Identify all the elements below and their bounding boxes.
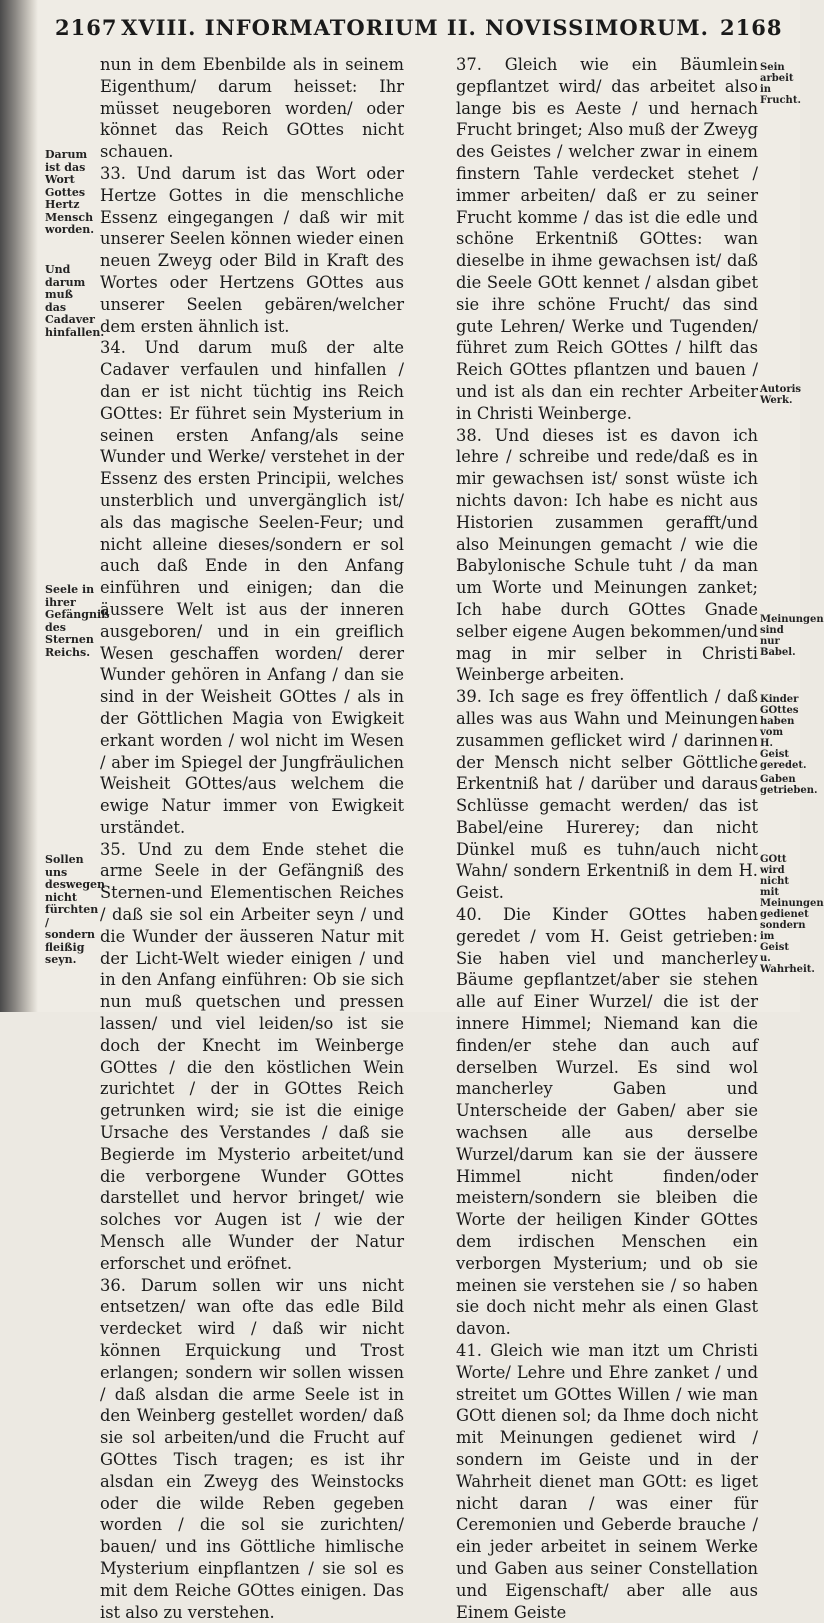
- margin-note: Gaben getrieben.: [760, 774, 818, 796]
- running-title: XVIII. INFORMATORIUM II. NOVISSIMORUM.: [121, 15, 709, 40]
- paragraph: 33. Und darum ist das Wort oder Hertze Gottes in die menschliche Essenz eingegangen / daß wir mit unserer Seelen können wieder einen neuen Zweyg oder Bild in Kraft des Wortes oder Hertzens GOttes aus unserer Seelen gebären/welcher dem ersten ähnlich ist.: [100, 163, 404, 336]
- page-number-right: 2168: [720, 15, 783, 40]
- margin-note: GOtt wird nicht mit Meinungen gedienet sondern im Geist u. Wahrheit.: [760, 854, 824, 975]
- margin-note: Meinungen sind nur Babel.: [760, 614, 824, 658]
- right-text-column: [456, 54, 758, 1622]
- paragraph: 41. Gleich wie man itzt um Christi Worte/ Lehre und Ehre zanket / und streitet um GOttes Willen / wie man GOtt dienen sol; da Ihme doch nicht mit Meinungen gedienet wird / sondern im Geiste und in der Wahrheit dienet man GOtt: es liget nicht daran / was einer für Ceremonien und Geberde brauche / ein jeder arbeitet in seinem Werke und Gaben aus seiner Constellation und Eigenschaft/ aber alle aus Einem Geiste: [456, 1341, 758, 1622]
- paragraph: nun in dem Ebenbilde als in seinem Eigenthum/ darum heisset: Ihr müsset neugeboren worden/ oder könnet das Reich GOttes nicht schauen.: [100, 55, 404, 162]
- left-text-column: [100, 54, 404, 1622]
- page-number-left: 2167: [55, 15, 118, 40]
- paragraph: 40. Die Kinder GOttes haben geredet / vom H. Geist getrieben: Sie haben viel und mancherley Bäume gepflantzet/aber sie stehen alle auf Einer Wurzel/ die ist der innere Himmel; Niemand kan die finden/er stehe dan auch auf derselben Wurzel. Es sind wol mancherley Gaben und Unterscheide der Gaben/ aber sie wachsen alle aus derselbe Wurzel/darum kan sie der äussere Himmel nicht finden/oder meistern/sondern sie bleiben die Worte der heiligen Kinder GOttes dem irdischen Menschen ein verborgen Mysterium; und ob sie meinen sie verstehen sie / so haben sie doch nicht mehr als einen Glast davon.: [456, 905, 758, 1339]
- margin-note: Autoris Werk.: [760, 384, 802, 406]
- paragraph: 36. Darum sollen wir uns nicht entsetzen/ wan ofte das edle Bild verdecket wird / daß wir nicht können Erquickung und Trost erlangen; sondern wir sollen wissen / daß alsdan die arme Seele ist in den Weinberg gestellet worden/ daß sie sol arbeiten/und die Frucht auf GOttes Tisch tragen; es ist ihr alsdan ein Zweyg des Weinstocks oder die wilde Reben gegeben worden / die sol sie zurichten/ bauen/ und ins Göttliche himlische Mysterium einpflantzen / sie sol es mit dem Reiche GOttes einigen. Das ist also zu verstehen.: [100, 1275, 404, 1622]
- paragraph: 37. Gleich wie ein Bäumlein gepflantzet wird/ das arbeitet also lange bis es Aeste / und hernach Frucht bringet; Also muß der Zweyg des Geistes / welcher zwar in einem finstern Tahle verdecket stehet / immer arbeiten/ daß er zu seiner Frucht komme / das ist die edle und schöne Erkentniß GOttes: wan dieselbe in ihme gewachsen ist/ daß die Seele GOtt kennet / alsdan gibet sie ihre schöne Frucht/ das sind gute Lehren/ Werke und Tugenden/ führet zum Reich GOttes / hilft das Reich GOttes pflantzen und bauen / und ist als dan ein rechter Arbeiter in Christi Weinberge.: [456, 55, 758, 423]
- paragraph: 38. Und dieses ist es davon ich lehre / schreibe und rede/daß es in mir gewachsen ist/ sonst wüste ich nichts davon: Ich habe es nicht aus Historien zusammen gerafft/und also Meinungen gemacht / wie die Babylonische Schule tuht / da man um Worte und Meinungen zanket; Ich habe durch GOttes Gnade selber eigene Augen bekommen/und mag in mir selber in Christi Weinberge arbeiten.: [456, 425, 758, 685]
- paragraph: 39. Ich sage es frey öffentlich / daß alles was aus Wahn und Meinungen zusammen geflicket wird / darinnen der Mensch nicht selber Göttliche Erkentniß hat / darüber und daraus Schlüsse gemacht werden/ das ist Babel/eine Hurerey; dan nicht Dünkel muß es tuhn/auch nicht Wahn/ sondern Erkentniß in dem H. Geist.: [456, 687, 758, 903]
- paragraph: 34. Und darum muß der alte Cadaver verfaulen und hinfallen / dan er ist nicht tüchtig ins Reich GOttes: Er führet sein Mysterium in seinen ersten Anfang/als seine Wunder und Werke/ verstehet in der Essenz des ersten Principii, welches unsterblich und unvergänglich ist/ als das magische Seelen-Feur; und nicht alleine dieses/sondern er sol auch daß Ende in den Anfang einführen und einigen; dan die äussere Welt ist aus der inneren ausgeboren/ und in ein greiflich Wesen geschaffen worden/ derer Wunder gehören in Anfang / dan sie sind in der Weisheit GOttes / als in der Göttlichen Magia von Ewigkeit erkant worden / wol nicht im Wesen / aber im Spiegel der Jungfräulichen Weisheit GOttes/aus welchem die ewige Natur immer von Ewigkeit urständet.: [100, 338, 404, 837]
- margin-note: Darum ist das Wort Gottes Hertz Mensch worden.: [45, 148, 95, 236]
- margin-note: Sollen uns deswegen nicht fürchten / sondern fleißig seyn.: [45, 853, 106, 966]
- margin-note: Seele in ihrer Gefängniß des Sternen Reichs.: [45, 583, 110, 659]
- paragraph: 35. Und zu dem Ende stehet die arme Seele in der Gefängniß des Sternen-und Elementischen Reiches / daß sie sol ein Arbeiter seyn / und die Wunder der äusseren Natur mit der Licht-Welt wieder einigen / und in den Anfang einführen: Ob sie sich nun muß quetschen und pressen lassen/ und viel leiden/so ist sie doch der Knecht im Weinberge GOttes / die den köstlichen Wein zurichtet / der in GOttes Reich getrunken wird; sie ist die einige Ursache des Verstandes / daß sie Begierde im Mysterio arbeitet/und die verborgene Wunder GOttes darstellet und hervor bringet/ wie solches vor Augen ist / wie der Mensch alle Wunder der Natur erforschet und eröfnet.: [100, 839, 404, 1273]
- margin-note: Sein arbeit in Frucht.: [760, 62, 801, 106]
- margin-note: Und darum muß das Cadaver hinfallen.: [45, 263, 105, 339]
- page-header: [55, 6, 783, 40]
- margin-note: Kinder GOttes haben vom H. Geist geredet.: [760, 694, 807, 771]
